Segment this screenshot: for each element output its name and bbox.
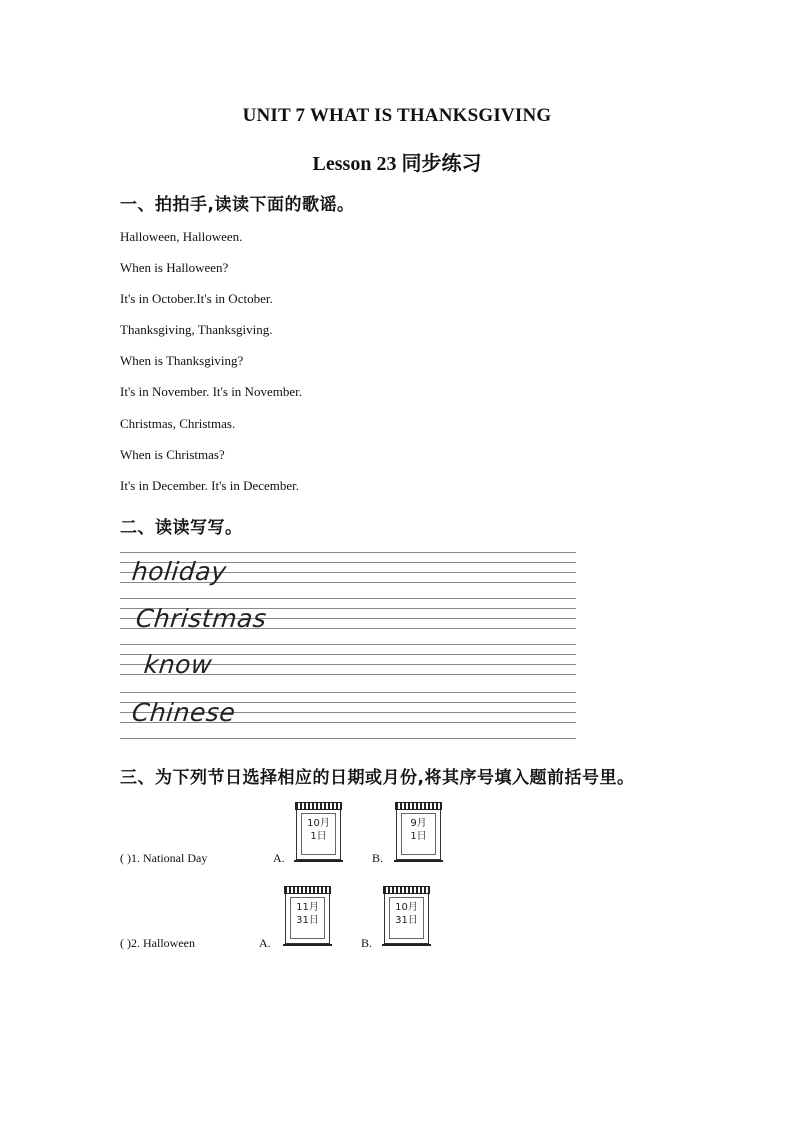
calendar-day: 1日 [310, 831, 327, 842]
song-line: It's in December. It's in December. [120, 478, 300, 493]
handwriting-word: know [142, 650, 214, 679]
song-line: When is Halloween? [120, 260, 229, 275]
calendar-month: 10月 [395, 902, 418, 913]
section-1-heading: 一、拍拍手,读读下面的歌谣。 [120, 195, 355, 215]
calendar-day: 1日 [410, 831, 427, 842]
calendar-month: 9月 [410, 818, 427, 829]
calendar-icon-option-b [396, 806, 441, 860]
section-2-heading: 二、读读写写。 [120, 518, 243, 538]
option-b-label: B. [372, 851, 384, 865]
lesson-title: Lesson 23 同步练习 [312, 153, 482, 175]
option-b-label: B. [361, 936, 373, 950]
handwriting-lines [120, 552, 576, 742]
question-text: 2. Halloween [131, 936, 195, 950]
option-a-label: A. [259, 936, 271, 950]
song-line: It's in November. It's in November. [120, 384, 302, 399]
handwriting-word: holiday [130, 557, 229, 586]
answer-bracket[interactable]: ( ) [120, 936, 131, 950]
song-line: Thanksgiving, Thanksgiving. [120, 322, 273, 337]
handwriting-word: Christmas [134, 604, 269, 633]
answer-bracket[interactable]: ( ) [120, 851, 131, 865]
calendar-month: 10月 [307, 818, 330, 829]
song-line: When is Thanksgiving? [120, 353, 244, 368]
calendar-icon-option-a [285, 890, 330, 944]
question-2 [120, 936, 195, 951]
song-line: Halloween, Halloween. [120, 229, 243, 244]
calendar-day: 31日 [395, 915, 418, 926]
section-3-heading: 三、为下列节日选择相应的日期或月份,将其序号填入题前括号里。 [120, 768, 635, 788]
question-text: 1. National Day [131, 851, 208, 865]
calendar-icon-option-a [296, 806, 341, 860]
handwriting-word: Chinese [130, 698, 237, 727]
song-line: Christmas, Christmas. [120, 416, 236, 431]
question-1 [120, 851, 207, 866]
calendar-month: 11月 [296, 902, 319, 913]
calendar-day: 31日 [296, 915, 319, 926]
song-line: It's in October.It's in October. [120, 291, 273, 306]
song-line: When is Christmas? [120, 447, 225, 462]
option-a-label: A. [273, 851, 285, 865]
calendar-icon-option-b [384, 890, 429, 944]
unit-title: UNIT 7 WHAT IS THANKSGIVING [242, 105, 552, 126]
